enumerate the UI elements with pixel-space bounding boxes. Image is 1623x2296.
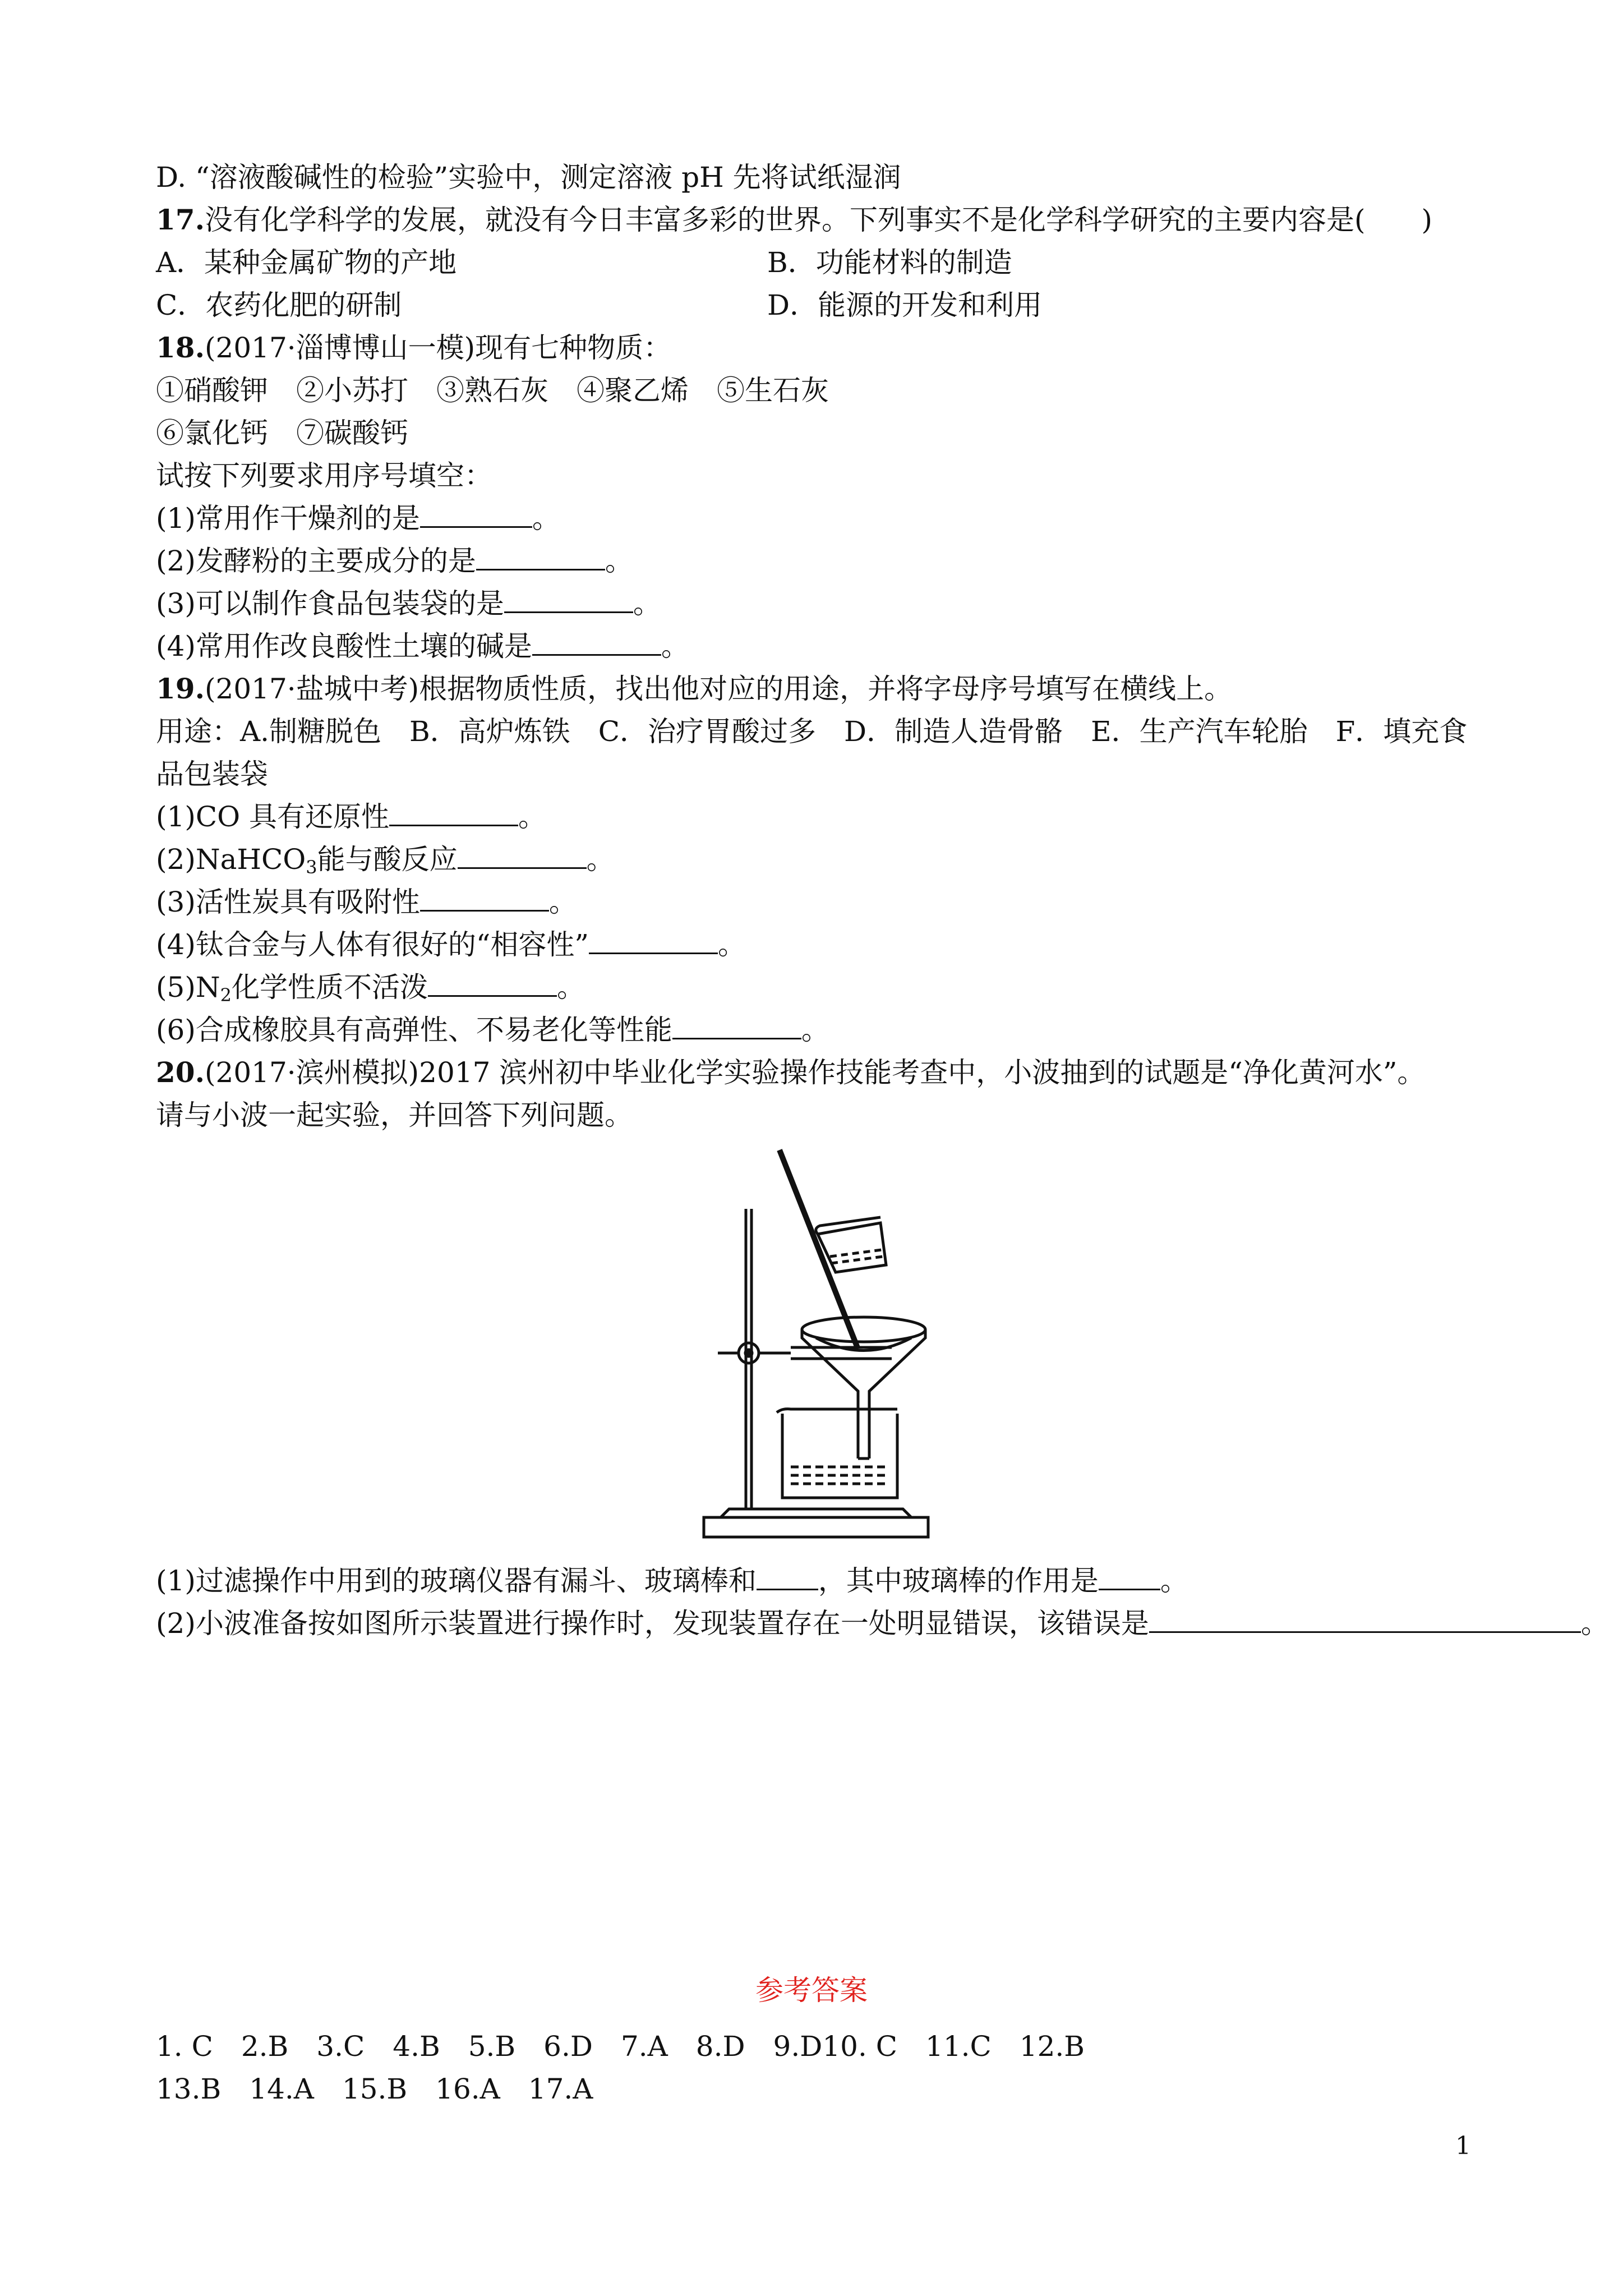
q19-uses-row2: 品包装袋 (156, 758, 268, 790)
q19-sub3: (3)活性炭具有吸附性 。 (156, 881, 577, 923)
question-18: 18.(2017·淄博博山一模)现有七种物质： (156, 331, 672, 364)
glass-rod (780, 1150, 858, 1349)
filtration-apparatus-figure (695, 1144, 942, 1548)
question-20: 20.(2017·滨州模拟)2017 滨州初中毕业化学实验操作技能考查中，小波抽到的试题是“净化黄河水”。 (156, 1056, 1426, 1089)
q18-sub4: (4)常用作改良酸性土壤的碱是 。 (156, 625, 689, 668)
q19-sub4: (4)钛合金与人体有很好的“相容性” 。 (156, 923, 746, 966)
question-19: 19.(2017·盐城中考)根据物质性质，找出他对应的用途，并将字母序号填写在横线上。 (156, 672, 1233, 705)
option-d-prev: D. “溶液酸碱性的检验”实验中，测定溶液 pH 先将试纸湿润 (156, 161, 901, 194)
answers-row2: 13.B 14.A 15.B 16.A 17.A (156, 2073, 593, 2105)
q20-sub1: (1)过滤操作中用到的玻璃仪器有漏斗、玻璃棒和 ，其中玻璃棒的作用是 。 (156, 1559, 1188, 1602)
q18-sub3: (3)可以制作食品包装袋的是 。 (156, 582, 661, 625)
q19-uses-row1: 用途：A.制糖脱色 B．高炉炼铁 C．治疗胃酸过多 D．制造人造骨骼 E．生产汽车轮胎 F．填充食 (156, 715, 1468, 748)
stand-base (704, 1517, 928, 1537)
funnel-rim (802, 1317, 925, 1342)
q19-sub1: (1)CO 具有还原性 。 (156, 795, 546, 838)
answers-title: 参考答案 (755, 1974, 868, 2007)
q17-options-row2: C．农药化肥的研制 D．能源的开发和利用 (156, 289, 1043, 321)
q19-sub6: (6)合成橡胶具有高弹性、不易老化等性能 。 (156, 1009, 829, 1051)
q17-options-row1: A．某种金属矿物的产地 B．功能材料的制造 (156, 246, 1012, 279)
q18-items-row1: ①硝酸钾 ②小苏打 ③熟石灰 ④聚乙烯 ⑤生石灰 (156, 374, 829, 407)
q20-sub2: (2)小波准备按如图所示装置进行操作时，发现装置存在一处明显错误，该错误是 。 (156, 1602, 1609, 1645)
pouring-beaker (818, 1223, 886, 1272)
q20-text-row2: 请与小波一起实验，并回答下列问题。 (156, 1099, 633, 1131)
q19-sub5: $(5)N_2$化学性质不活泼 。 (156, 966, 585, 1016)
q18-instruction: 试按下列要求用序号填空： (156, 459, 492, 492)
q18-items-row2: ⑥氯化钙 ⑦碳酸钙 (156, 417, 408, 449)
q18-sub1: (1)常用作干燥剂的是 。 (156, 497, 560, 540)
q18-sub2: (2)发酵粉的主要成分的是 。 (156, 540, 633, 582)
page-number: 1 (1455, 2132, 1471, 2160)
answers-row1: 1. C 2.B 3.C 4.B 5.B 6.D 7.A 8.D 9.D10. C 11.C 12.B (156, 2030, 1085, 2063)
q19-sub2: (2)NaHCO$_3$能与酸反应 。 (156, 838, 615, 889)
question-17: 17.没有化学科学的发展，就没有今日丰富多彩的世界。下列事实不是化学科学研究的主要内容是( ) (156, 203, 1433, 236)
